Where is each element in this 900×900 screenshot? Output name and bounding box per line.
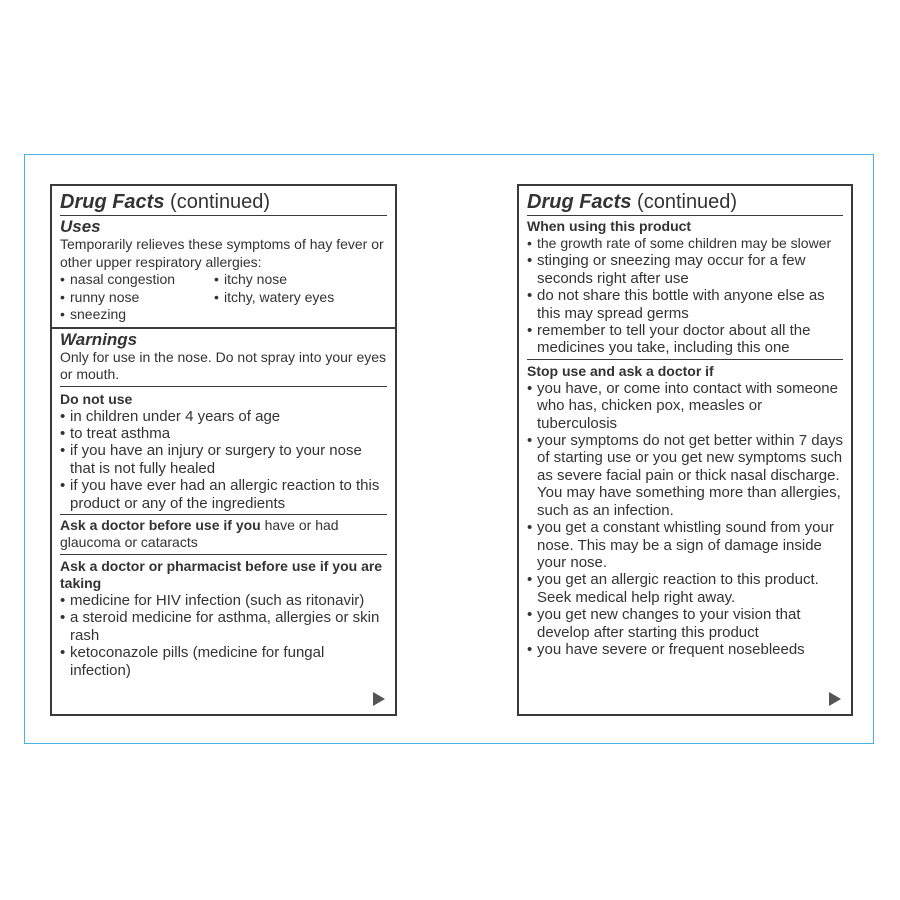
list-item: • the growth rate of some children may be slower (527, 235, 843, 252)
uses-section (60, 217, 387, 326)
uses-heading: Uses (60, 217, 101, 236)
stop-use-heading: Stop use and ask a doctor if (527, 362, 714, 379)
when-using-section (527, 218, 843, 360)
ask-doctor-text: have or had glaucoma or cataracts (60, 516, 339, 551)
list-item: • you get an allergic reaction to this product. Seek medical help right away. (527, 571, 843, 606)
title-bold: Drug Facts (60, 191, 165, 213)
ask-doctor-section (60, 515, 387, 555)
warnings-section (60, 330, 387, 387)
when-using-heading: When using this product (527, 218, 692, 234)
ask-pharmacist-section (60, 558, 387, 681)
list-item: • medicine for HIV infection (such as ritonavir) (60, 592, 387, 609)
play-triangle-icon (373, 692, 385, 706)
list-item: • you get a constant whistling sound from your nose. This may be a sign of damage inside your nose. (527, 519, 843, 571)
list-item: • to treat asthma (60, 425, 387, 442)
warnings-heading: Warnings (60, 329, 138, 349)
symptom-item: • sneezing (60, 306, 214, 324)
list-item: • do not share this bottle with anyone else as this may spread germs (527, 287, 843, 322)
list-item: • if you have an injury or surgery to your nose that is not fully healed (60, 442, 387, 477)
list-item: • remember to tell your doctor about all the medicines you take, including this one (527, 322, 843, 357)
symptom-item: • runny nose (60, 289, 214, 307)
symptom-item: • itchy nose (214, 271, 387, 289)
panel-title (60, 190, 387, 216)
do-not-use-section (60, 391, 387, 515)
uses-intro: Temporarily relieves these symptoms of hay fever or other upper respiratory allergies: (60, 236, 384, 270)
section-divider (52, 327, 395, 329)
list-item: • you have severe or frequent nosebleeds (527, 641, 843, 658)
list-item: • if you have ever had an allergic reaction to this product or any of the ingredients (60, 477, 387, 512)
do-not-use-list (60, 408, 387, 512)
ask-pharmacist-list (60, 592, 387, 679)
stop-use-section (527, 363, 843, 661)
ask-doctor-heading: Ask a doctor before use if you (60, 516, 261, 533)
list-item: • you have, or come into contact with someone who has, chicken pox, measles or tuberculosis (527, 380, 843, 432)
warnings-intro: Only for use in the nose. Do not spray into your eyes or mouth. (60, 348, 387, 382)
when-using-list (527, 235, 843, 357)
title-continued: (continued) (637, 191, 738, 213)
list-item: • ketoconazole pills (medicine for fungal infection) (60, 644, 387, 679)
symptom-item: • nasal congestion (60, 271, 214, 289)
title-bold: Drug Facts (527, 191, 632, 213)
list-item: • you get new changes to your vision that develop after starting this product (527, 606, 843, 641)
stop-use-list (527, 380, 843, 659)
do-not-use-heading: Do not use (60, 390, 133, 407)
drug-facts-panel-right (517, 184, 853, 716)
list-item: • your symptoms do not get better within 7 days of starting use or you get new symptoms such as severe facial pain or thick nasal discharge. You may have something more than allergies, such as an infection. (527, 432, 843, 519)
play-triangle-icon (829, 692, 841, 706)
ask-pharmacist-heading: Ask a doctor or pharmacist before use if you are taking (60, 557, 383, 591)
symptoms-grid (60, 271, 387, 324)
list-item: • a steroid medicine for asthma, allergies or skin rash (60, 609, 387, 644)
symptom-item: • itchy, watery eyes (214, 289, 387, 307)
drug-facts-panel-left (50, 184, 397, 716)
panel-title (527, 190, 843, 216)
list-item: • in children under 4 years of age (60, 408, 387, 425)
list-item: • stinging or sneezing may occur for a few seconds right after use (527, 252, 843, 287)
title-continued: (continued) (170, 191, 271, 213)
